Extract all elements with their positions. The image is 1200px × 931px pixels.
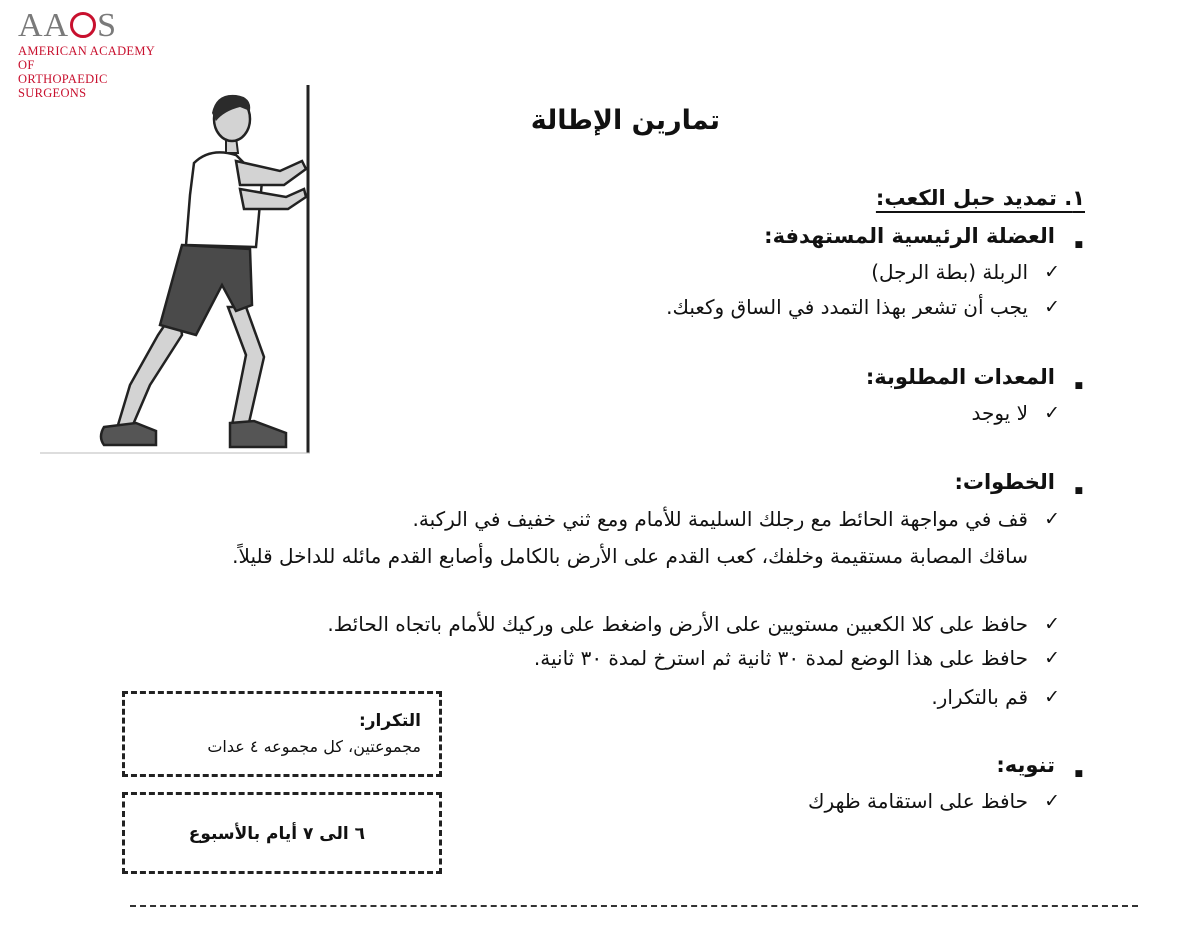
repetition-text: مجموعتين، كل مجموعه ٤ عدات: [207, 737, 421, 756]
steps-label: ■ الخطوات:: [954, 467, 1055, 497]
frequency-box: [122, 792, 442, 874]
target-muscle-item: ✓ يجب أن تشعر بهذا التمدد في الساق وكعبك.: [666, 292, 1028, 322]
frequency-text: ٦ الى ٧ أيام بالأسبوع: [188, 824, 365, 844]
step-item-continued: ساقك المصابة مستقيمة وخلفك، كعب القدم على الأرض بالكامل وأصابع القدم مائله للداخل قليلاً.: [232, 544, 1028, 568]
logo-line-2: ORTHOPAEDIC SURGEONS: [18, 72, 108, 100]
logo-line-1: AMERICAN ACADEMY OF: [18, 44, 155, 72]
note-item: ✓ حافظ على استقامة ظهرك: [808, 786, 1028, 816]
step-item: ✓ قم بالتكرار.: [931, 682, 1028, 712]
repetition-box: [122, 691, 442, 777]
calf-stretch-figure-icon: [40, 85, 322, 465]
step-item: ✓ حافظ على كلا الكعبين مستويين على الأرض واضغط على وركيك للأمام باتجاه الحائط.: [327, 609, 1028, 639]
target-muscle-item: ✓ الربلة (بطة الرجل): [871, 257, 1028, 287]
exercise-heading: ١. تمديد حبل الكعب:: [875, 186, 1085, 210]
equipment-label: ■ المعدات المطلوبة:: [866, 362, 1055, 392]
bottom-divider: [130, 905, 1138, 907]
step-item: ✓ قف في مواجهة الحائط مع رجلك السليمة للأمام ومع ثني خفيف في الركبة.: [413, 504, 1028, 534]
repetition-label: التكرار:: [358, 711, 421, 731]
page-title: تمارين الإطالة: [530, 105, 720, 136]
step-item: ✓ حافظ على هذا الوضع لمدة ٣٠ ثانية ثم استرخ لمدة ٣٠ ثانية.: [534, 643, 1028, 673]
logo-ring-icon: [70, 12, 96, 38]
logo-mark: AA S: [18, 7, 118, 44]
equipment-item: ✓ لا يوجد: [971, 398, 1028, 428]
target-muscle-label: ■ العضلة الرئيسية المستهدفة:: [764, 221, 1055, 251]
note-label: ■ تنويه:: [996, 750, 1055, 780]
